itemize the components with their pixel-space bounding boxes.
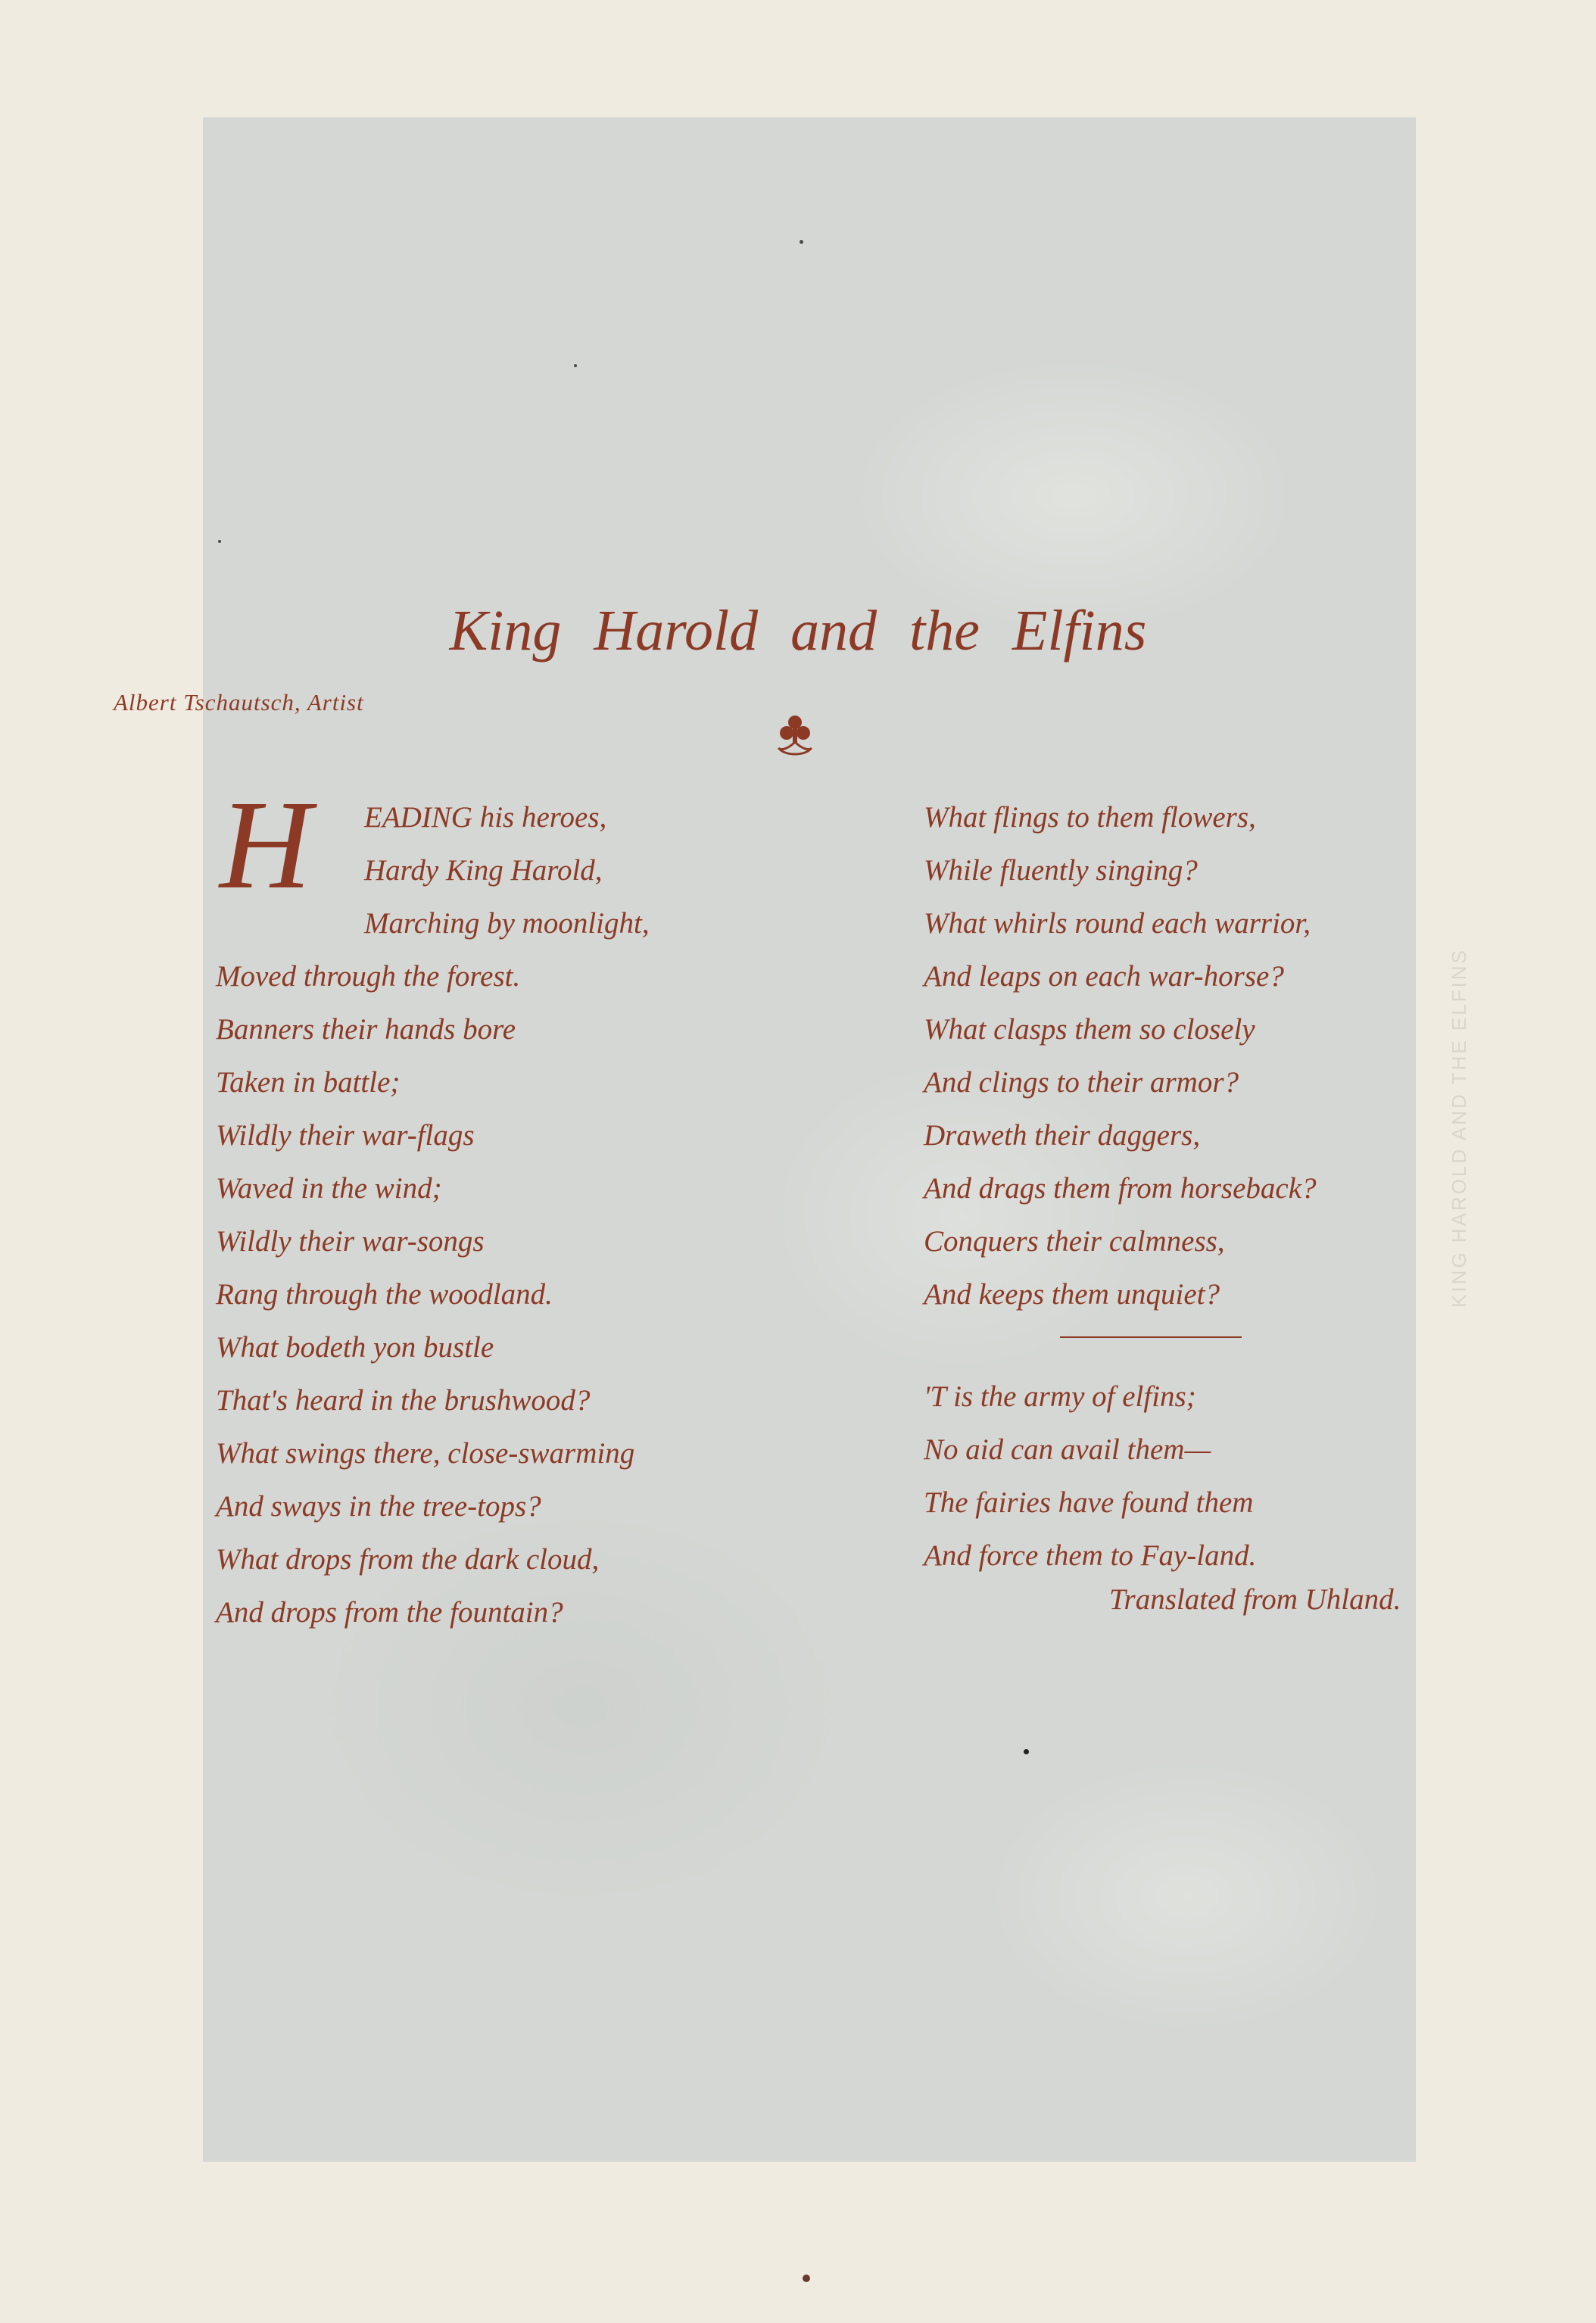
- poem-line: And sways in the tree-tops?: [216, 1490, 541, 1523]
- poem-line: Taken in battle;: [216, 1066, 401, 1099]
- poem-line: Marching by moonlight,: [364, 907, 650, 940]
- speck: [1024, 1749, 1029, 1754]
- speck: [218, 540, 221, 543]
- stanza-divider: [1060, 1336, 1242, 1338]
- poem-line: What bodeth yon bustle: [216, 1331, 494, 1364]
- translation-attribution: Translated from Uhland.: [1109, 1583, 1401, 1616]
- speck: [800, 240, 803, 244]
- poem-line: Conquers their calmness,: [924, 1225, 1225, 1258]
- poem-line: Wildly their war-flags: [216, 1119, 475, 1152]
- poem-line: Moved through the forest.: [216, 960, 521, 993]
- poem-line: No aid can avail them—: [924, 1433, 1211, 1466]
- poem-line: And keeps them unquiet?: [924, 1278, 1220, 1311]
- poem-line: What swings there, close-swarming: [216, 1437, 635, 1470]
- poem-line: What whirls round each warrior,: [924, 907, 1311, 940]
- poem-left-column: [216, 791, 650, 1639]
- poem-line: Waved in the wind;: [216, 1172, 442, 1205]
- margin-running-title: KING HAROLD AND THE ELFINS: [1448, 948, 1470, 1308]
- poem-line: EADING his heroes,: [364, 801, 607, 834]
- artist-credit: Albert Tschautsch, Artist: [114, 689, 364, 716]
- drop-cap: H: [220, 775, 312, 915]
- folio-mark: [803, 2275, 810, 2282]
- poem-line: And leaps on each war-horse?: [924, 960, 1284, 993]
- poem-line: Wildly their war-songs: [216, 1225, 485, 1258]
- poem-line: 'T is the army of elfins;: [924, 1380, 1196, 1413]
- poem-line: Draweth their daggers,: [924, 1119, 1201, 1152]
- page-title: King Harold and the Elfins: [449, 599, 1147, 663]
- poem-line: And clings to their armor?: [924, 1066, 1239, 1099]
- poem-line: What clasps them so closely: [924, 1013, 1255, 1046]
- poem-line: And drags them from horseback?: [924, 1172, 1317, 1205]
- poem-line: Hardy King Harold,: [364, 854, 603, 887]
- club-fleuron-icon: [772, 712, 818, 760]
- poem-line: Rang through the woodland.: [216, 1278, 553, 1311]
- poem-line: And drops from the fountain?: [216, 1596, 563, 1629]
- poem-line: The fairies have found them: [924, 1486, 1254, 1519]
- poem-line: And force them to Fay-land.: [924, 1539, 1257, 1572]
- poem-line: What flings to them flowers,: [924, 801, 1256, 834]
- poem-right-column: [924, 791, 1317, 1321]
- poem-line: What drops from the dark cloud,: [216, 1543, 600, 1576]
- poem-line: That's heard in the brushwood?: [216, 1384, 591, 1417]
- speck: [574, 364, 577, 367]
- poem-final-stanza: [924, 1370, 1256, 1582]
- poem-line: Banners their hands bore: [216, 1013, 516, 1046]
- poem-line: While fluently singing?: [924, 854, 1198, 887]
